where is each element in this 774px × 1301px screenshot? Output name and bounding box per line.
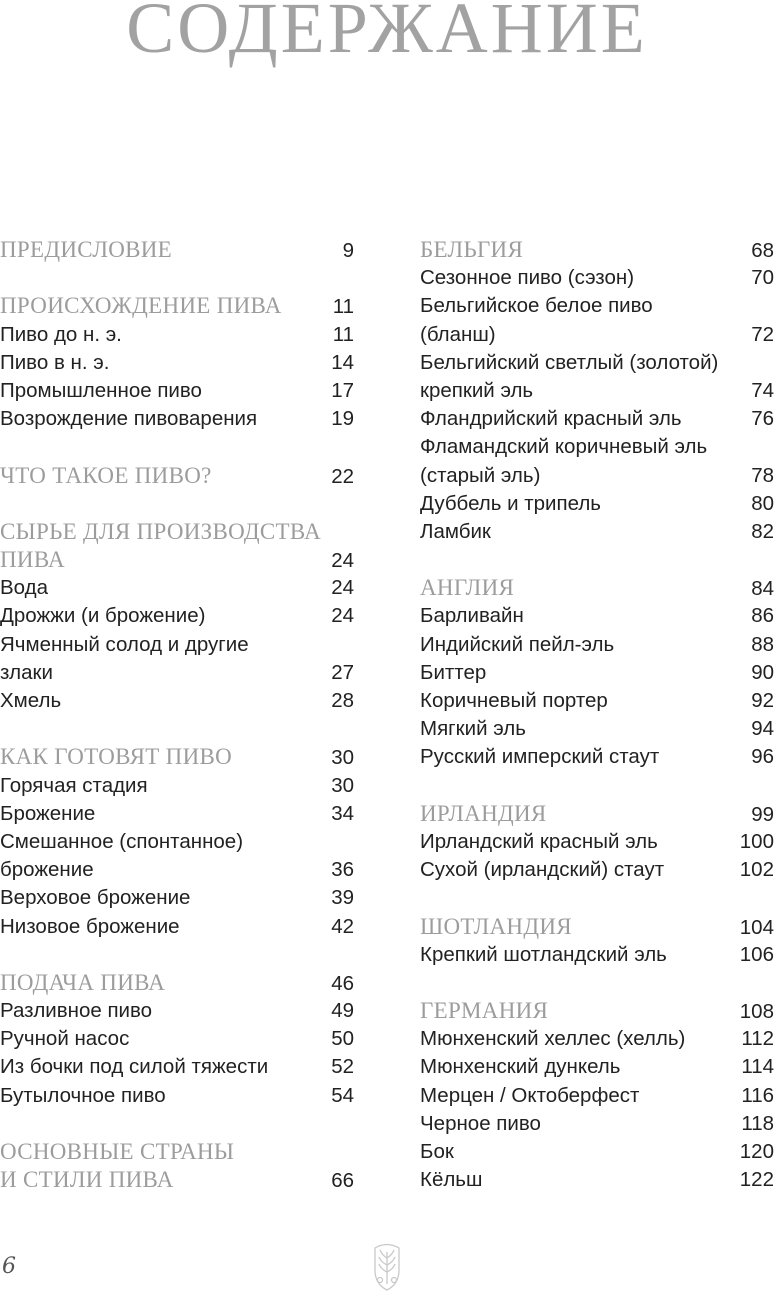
toc-entry[interactable]	[420, 687, 774, 715]
toc-entry[interactable]	[420, 292, 774, 320]
toc-section-heading[interactable]	[420, 913, 774, 941]
toc-page-number: 30	[331, 773, 354, 797]
toc-page-number: 102	[739, 858, 774, 882]
toc-entry[interactable]	[0, 602, 354, 630]
toc-title: Низовое брожение	[0, 914, 180, 938]
toc-page-number: 24	[331, 604, 354, 628]
toc-page-number: 70	[751, 266, 774, 290]
toc-title: Бельгийский светлый (золотой)	[420, 350, 719, 374]
toc-entry[interactable]	[0, 1053, 354, 1081]
toc-page-number: 36	[331, 858, 354, 882]
toc-entry[interactable]	[420, 462, 774, 490]
toc-title: Крепкий шотландский эль	[420, 942, 667, 966]
toc-title: Мягкий эль	[420, 717, 526, 741]
toc-page-number: 19	[331, 407, 354, 431]
toc-entry[interactable]	[420, 264, 774, 292]
toc-entry[interactable]	[420, 321, 774, 349]
toc-title: Верховое брожение	[0, 886, 191, 910]
toc-entry[interactable]	[420, 631, 774, 659]
toc-entry[interactable]	[420, 856, 774, 884]
toc-entry[interactable]	[420, 1025, 774, 1053]
toc-title: Фландрийский красный эль	[420, 407, 682, 431]
toc-entry[interactable]	[0, 1082, 354, 1110]
toc-entry[interactable]	[420, 1053, 774, 1081]
spacer	[0, 264, 354, 292]
toc-section-heading[interactable]	[0, 1138, 354, 1166]
toc-entry[interactable]	[420, 377, 774, 405]
toc-page-number: 108	[739, 1000, 774, 1024]
toc-title: ПРОИСХОЖДЕНИЕ ПИВА	[0, 293, 282, 319]
toc-column-left	[0, 236, 354, 1194]
toc-title: Фламандский коричневый эль	[420, 435, 708, 459]
toc-page-number: 54	[331, 1083, 354, 1107]
toc-title: Пиво в н. э.	[0, 350, 110, 374]
toc-entry[interactable]	[0, 574, 354, 602]
toc-entry[interactable]	[0, 828, 354, 856]
toc-section-heading[interactable]	[0, 292, 354, 320]
toc-entry[interactable]	[0, 405, 354, 433]
toc-title: ИРЛАНДИЯ	[420, 800, 547, 826]
toc-section-heading[interactable]	[0, 1166, 354, 1194]
toc-page-number: 100	[739, 829, 774, 853]
toc-title: ПРЕДИСЛОВИЕ	[0, 237, 173, 262]
toc-entry[interactable]	[0, 800, 354, 828]
toc-page-number: 88	[751, 632, 774, 656]
toc-entry[interactable]	[0, 1025, 354, 1053]
toc-page-number: 84	[751, 577, 774, 601]
toc-entry[interactable]	[420, 1166, 774, 1194]
toc-title: Русский имперский стаут	[420, 745, 660, 769]
toc-title: Барливайн	[420, 604, 524, 628]
wheat-emblem-icon	[367, 1240, 407, 1292]
toc-title: крепкий эль	[420, 378, 534, 402]
toc-page-number: 24	[331, 576, 354, 600]
toc-title: Мерцен / Октоберфест	[420, 1083, 640, 1107]
toc-title: Дуббель и трипель	[420, 491, 601, 515]
toc-page-number: 118	[741, 1111, 774, 1135]
toc-page-number: 94	[751, 717, 774, 741]
toc-entry[interactable]	[420, 1082, 774, 1110]
toc-entry[interactable]	[0, 772, 354, 800]
toc-entry[interactable]	[0, 631, 354, 659]
toc-title: (бланш)	[420, 322, 496, 346]
page-number: 6	[2, 1254, 16, 1279]
toc-title: брожение	[0, 858, 94, 882]
spacer	[0, 433, 354, 461]
toc-page-number: 30	[331, 746, 354, 770]
toc-page-number: 120	[739, 1140, 774, 1163]
toc-title: Ирландский красный эль	[420, 829, 658, 853]
toc-entry[interactable]	[420, 490, 774, 518]
toc-entry[interactable]	[0, 659, 354, 687]
toc-title: Горячая стадия	[0, 773, 148, 797]
toc-page-number: 76	[751, 407, 774, 431]
toc-title: БЕЛЬГИЯ	[420, 237, 524, 262]
toc-page-number: 82	[751, 519, 774, 543]
toc-title: И СТИЛИ ПИВА	[0, 1167, 174, 1193]
toc-entry[interactable]	[0, 884, 354, 912]
toc-page-number: 99	[751, 802, 774, 826]
toc-title: Индийский пейл-эль	[420, 632, 615, 656]
toc-entry[interactable]	[0, 913, 354, 941]
page-title: СОДЕРЖАНИЕ	[126, 0, 648, 68]
toc-title: Промышленное пиво	[0, 378, 202, 402]
toc-title: Мюнхенский дункель	[420, 1055, 621, 1079]
toc-entry[interactable]	[0, 856, 354, 884]
toc-title: ЧТО ТАКОЕ ПИВО?	[0, 462, 212, 488]
toc-entry[interactable]	[0, 349, 354, 377]
toc-section-heading[interactable]	[0, 518, 354, 546]
toc-entry[interactable]	[420, 743, 774, 771]
toc-title: Бок	[420, 1140, 454, 1163]
toc-section-heading[interactable]	[0, 236, 354, 264]
toc-page-number: 46	[331, 971, 354, 995]
toc-section-heading[interactable]	[420, 236, 774, 264]
toc-entry[interactable]	[0, 321, 354, 349]
toc-title: СЫРЬЕ ДЛЯ ПРОИЗВОДСТВА	[0, 518, 321, 544]
toc-section-heading[interactable]	[0, 462, 354, 490]
toc-entry[interactable]	[420, 715, 774, 743]
toc-page-number: 11	[332, 322, 354, 346]
toc-title: АНГЛИЯ	[420, 575, 515, 601]
toc-entry[interactable]	[420, 941, 774, 969]
toc-column-right	[420, 236, 774, 1194]
toc-title: Кёльш	[420, 1168, 483, 1192]
toc-entry[interactable]	[420, 602, 774, 630]
spacer	[420, 546, 774, 574]
toc-page-number: 28	[331, 689, 354, 712]
toc-page-number: 24	[331, 549, 354, 573]
toc-page-number: 9	[342, 239, 354, 262]
toc-title: Хмель	[0, 689, 62, 712]
toc-page-number: 34	[331, 801, 354, 825]
toc-page-number: 22	[331, 464, 354, 488]
toc-title: Бутылочное пиво	[0, 1083, 166, 1107]
toc-entry[interactable]	[420, 1138, 774, 1166]
toc-section-heading[interactable]	[420, 574, 774, 602]
toc-page-number: 106	[739, 942, 774, 966]
toc-entry[interactable]	[420, 828, 774, 856]
toc-section-heading[interactable]	[0, 546, 354, 574]
spacer	[420, 969, 774, 997]
toc-page-number: 78	[751, 463, 774, 487]
toc-title: (старый эль)	[420, 463, 541, 487]
toc-page-number: 80	[751, 491, 774, 515]
toc-title: ОСНОВНЫЕ СТРАНЫ	[0, 1139, 235, 1164]
toc-title: Сезонное пиво (сэзон)	[420, 266, 635, 290]
toc-page-number: 50	[331, 1027, 354, 1051]
toc-title: Сухой (ирландский) стаут	[420, 858, 665, 882]
toc-page-number: 14	[331, 350, 354, 374]
toc-page-number: 104	[739, 915, 774, 939]
toc-page-number: 122	[739, 1168, 774, 1192]
toc-title: Мюнхенский хеллес (хелль)	[420, 1027, 686, 1051]
toc-entry[interactable]	[420, 405, 774, 433]
toc-title: Коричневый портер	[420, 689, 608, 712]
toc-page-number: 68	[751, 239, 774, 262]
toc-page-number: 27	[331, 660, 354, 684]
toc-title: Биттер	[420, 660, 487, 684]
toc-page-number: 52	[331, 1055, 354, 1079]
spacer	[420, 772, 774, 800]
toc-title: Ячменный солод и другие	[0, 632, 249, 656]
toc-entry[interactable]	[0, 687, 354, 715]
toc-title: ПИВА	[0, 547, 65, 573]
toc-entry[interactable]	[420, 349, 774, 377]
toc-section-heading[interactable]	[420, 800, 774, 828]
toc-title: ПОДАЧА ПИВА	[0, 969, 166, 995]
toc-title: КАК ГОТОВЯТ ПИВО	[0, 744, 233, 770]
toc-page-number: 116	[741, 1083, 774, 1107]
toc-entry[interactable]	[420, 659, 774, 687]
toc-title: ШОТЛАНДИЯ	[420, 913, 572, 939]
toc-page-number: 90	[751, 660, 774, 684]
toc-page-number: 96	[751, 745, 774, 769]
toc-page-number: 42	[331, 914, 354, 938]
toc-title: Из бочки под силой тяжести	[0, 1055, 269, 1079]
toc-title: ГЕРМАНИЯ	[420, 998, 549, 1024]
spacer	[0, 715, 354, 743]
toc-page-number: 86	[751, 604, 774, 628]
toc-section-heading[interactable]	[0, 969, 354, 997]
toc-title: Вода	[0, 576, 48, 600]
toc-section-heading[interactable]	[0, 743, 354, 771]
toc-page-number: 11	[332, 295, 354, 319]
toc-section-heading[interactable]	[420, 997, 774, 1025]
toc-page-number: 114	[741, 1055, 774, 1079]
toc-title: Пиво до н. э.	[0, 322, 122, 346]
toc-title: Брожение	[0, 801, 96, 825]
toc-page-number: 17	[331, 378, 354, 402]
toc-page-number: 112	[741, 1027, 774, 1051]
toc-entry[interactable]	[0, 997, 354, 1025]
toc-title: Дрожжи (и брожение)	[0, 604, 206, 628]
toc-title: Возрождение пивоварения	[0, 407, 258, 431]
toc-page-number: 49	[331, 999, 354, 1023]
toc-page-number: 66	[331, 1169, 354, 1193]
toc-title: Ручной насос	[0, 1027, 130, 1051]
toc-page-number: 92	[751, 689, 774, 712]
spacer	[420, 884, 774, 912]
spacer	[0, 1110, 354, 1138]
toc-title: Разливное пиво	[0, 999, 153, 1023]
toc-title: Черное пиво	[420, 1111, 541, 1135]
toc-entry[interactable]	[420, 433, 774, 461]
spacer	[0, 490, 354, 518]
toc-page-number: 39	[331, 886, 354, 910]
toc-title: Бельгийское белое пиво	[420, 294, 653, 318]
toc-page-number: 72	[751, 322, 774, 346]
toc-page-number: 74	[751, 378, 774, 402]
toc-title: Смешанное (спонтанное)	[0, 829, 244, 853]
toc-entry[interactable]	[0, 377, 354, 405]
toc-title: Ламбик	[420, 519, 491, 543]
toc-title: злаки	[0, 660, 53, 684]
spacer	[0, 941, 354, 969]
toc-entry[interactable]	[420, 518, 774, 546]
toc-entry[interactable]	[420, 1110, 774, 1138]
